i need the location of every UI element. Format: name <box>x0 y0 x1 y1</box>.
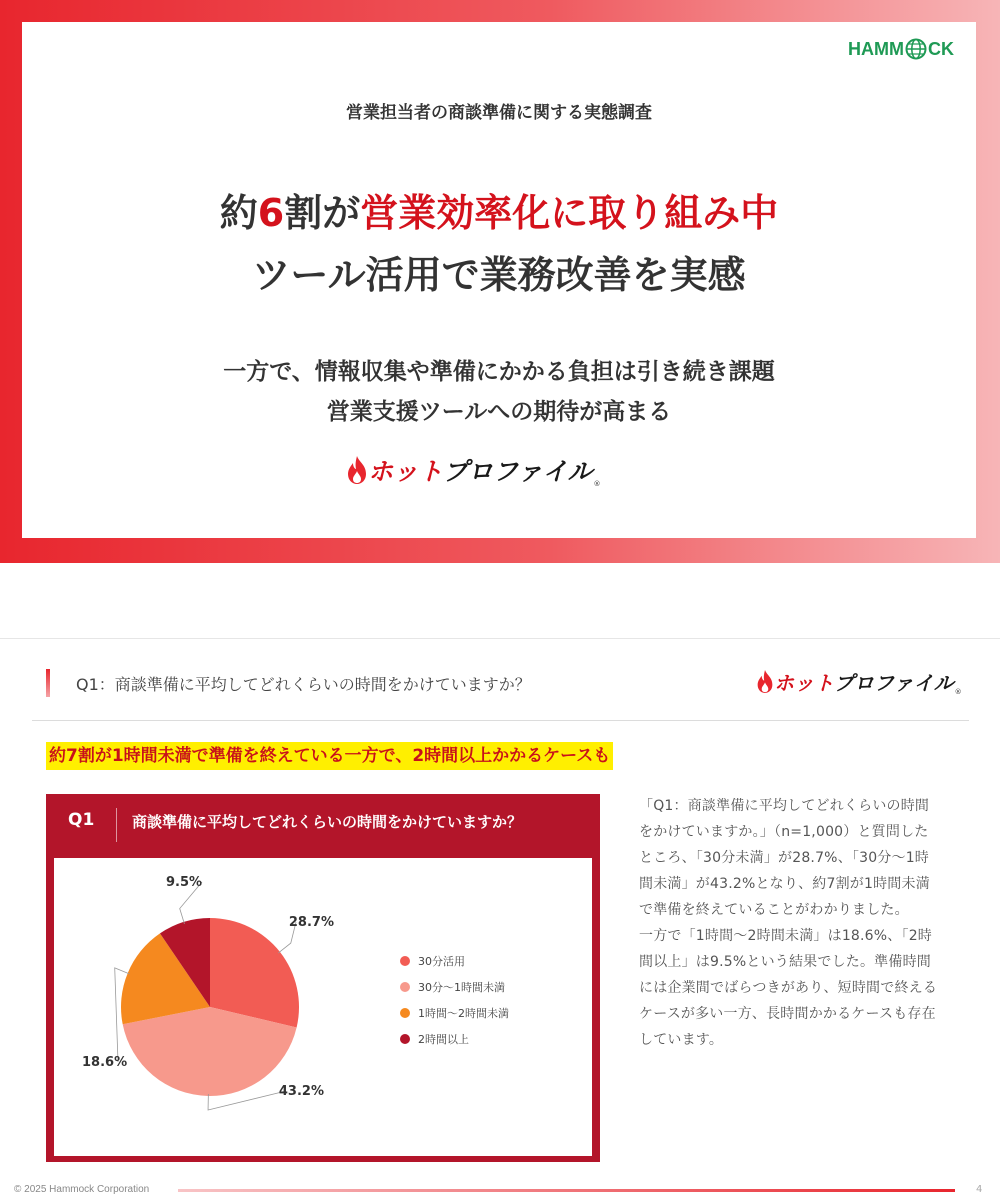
hotprofile-logo <box>756 667 962 696</box>
flame-icon <box>756 669 774 694</box>
footer-line <box>178 1189 955 1192</box>
hotprofile-logo <box>346 452 601 488</box>
panel-question-label: Q1 <box>68 810 95 830</box>
pie-chart <box>54 858 384 1156</box>
pie-data-label: 28.7% <box>288 915 334 930</box>
page-number: 4 <box>976 1184 983 1195</box>
hotprofile-logo-hot: ホット <box>368 457 444 486</box>
body-paragraph: 「Q1：商談準備に平均してどれくらいの時間をかけていますか。」（n=1,000）と質問したところ、「30分未満」が28.7%、「30分～1時間未満」が43.2%となり、約7割が1時間未満で準備を終えていることがわかりました。 <box>639 798 930 918</box>
pie-data-label: 43.2% <box>278 1084 324 1099</box>
chart-legend <box>400 948 509 1052</box>
legend-item <box>400 948 509 974</box>
hotprofile-logo-hot: ホット <box>774 671 834 695</box>
headline-number: 6 <box>257 191 285 235</box>
legend-item <box>400 1026 509 1052</box>
registered-mark: ® <box>593 480 601 488</box>
globe-icon <box>905 38 927 60</box>
legend-label: 30分～1時間未満 <box>418 981 505 994</box>
cover-subheadline-line2: 営業支援ツールへの期待が高まる <box>326 399 672 425</box>
pie-data-label: 9.5% <box>166 875 203 890</box>
flame-icon <box>346 455 368 485</box>
pie-data-label: 18.6% <box>82 1055 128 1070</box>
hammock-logo-text-right: CK <box>928 38 954 59</box>
question-slide <box>0 638 1000 1201</box>
cover-headline-line2: ツール活用で業務改善を実感 <box>252 253 746 297</box>
cover-subtitle: 営業担当者の商談準備に関する実態調査 <box>346 103 652 123</box>
body-paragraph: 一方で「1時間～2時間未満」は18.6%、「2時間以上」は9.5%という結果でした。準備時間には企業間でばらつきがあり、短時間で終えるケースが多い一方、長時間かかるケースも存在しています。 <box>639 928 938 1048</box>
header-accent-bar <box>46 669 50 697</box>
headline-suffix: 割が <box>284 191 361 235</box>
headline-emphasis: 営業効率化に取り組み中 <box>360 191 779 235</box>
hammock-logo-text-left: HAMM <box>848 38 904 59</box>
hotprofile-logo-profile: プロファイル <box>443 457 593 486</box>
legend-label: 30分活用 <box>418 955 465 968</box>
legend-swatch <box>400 1034 410 1044</box>
legend-label: 1時間～2時間未満 <box>418 1007 509 1020</box>
headline-prefix: 約 <box>219 191 258 235</box>
panel-title: 商談準備に平均してどれくらいの時間をかけていますか？ <box>132 813 523 831</box>
legend-item <box>400 974 509 1000</box>
legend-label: 2時間以上 <box>418 1033 469 1046</box>
header-question: Q1：商談準備に平均してどれくらいの時間をかけていますか？ <box>76 675 531 694</box>
cover-slide <box>0 0 1000 563</box>
cover-subheadline <box>22 352 976 432</box>
legend-swatch <box>400 982 410 992</box>
registered-mark: ® <box>954 688 962 696</box>
legend-item <box>400 1000 509 1026</box>
cover-headline <box>22 182 976 306</box>
chart-panel <box>46 794 600 1162</box>
body-text <box>639 793 939 1053</box>
legend-swatch <box>400 1008 410 1018</box>
cover-headline-line1 <box>22 182 976 244</box>
key-finding-highlight: 約7割が1時間未満で準備を終えている一方で、2時間以上かかるケースも <box>46 742 613 770</box>
hammock-logo <box>848 38 954 60</box>
hotprofile-logo-profile: プロファイル <box>834 671 954 695</box>
footer-copyright: © 2025 Hammock Corporation <box>14 1184 150 1195</box>
legend-swatch <box>400 956 410 966</box>
header-divider <box>32 720 969 721</box>
chart-area <box>54 858 592 1156</box>
panel-separator <box>116 808 117 842</box>
cover-subheadline-line1: 一方で、情報収集や準備にかかる負担は引き続き課題 <box>223 359 775 385</box>
